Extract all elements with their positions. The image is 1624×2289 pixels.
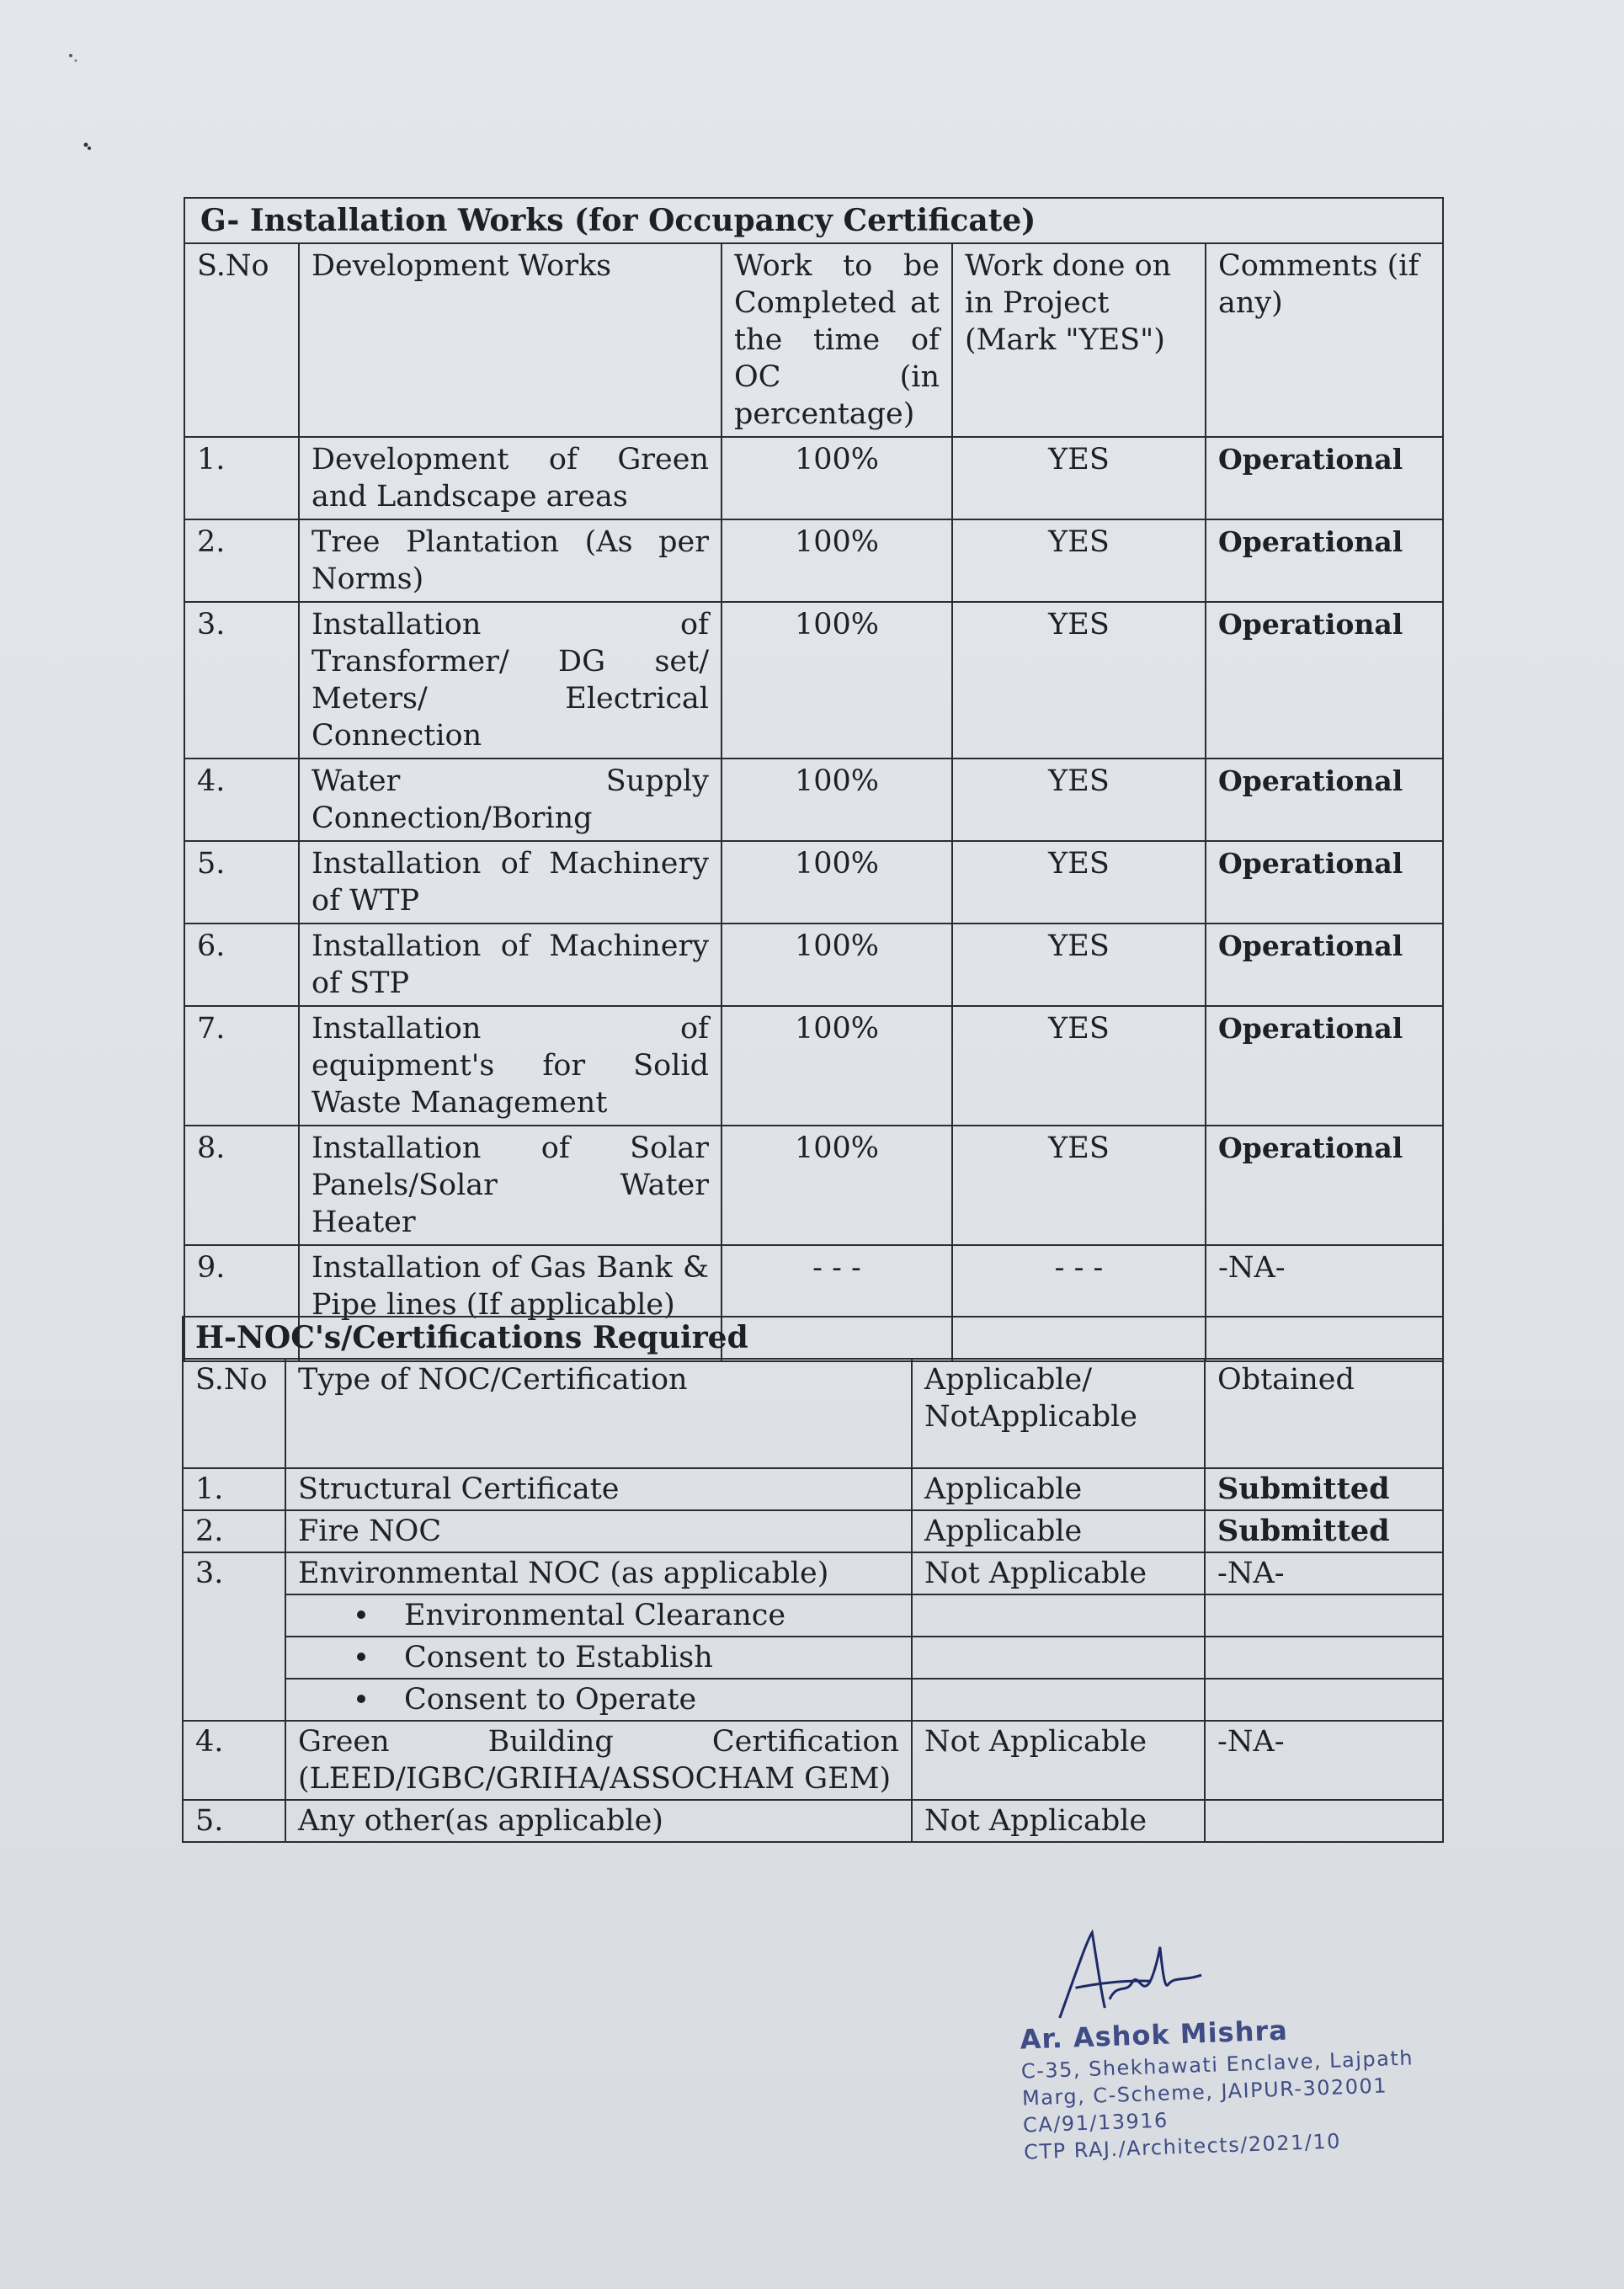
subitem-label: Consent to Operate xyxy=(404,1683,697,1717)
row-done: YES xyxy=(952,602,1206,759)
row-percentage: 100% xyxy=(721,759,952,841)
row-done: YES xyxy=(952,1126,1206,1245)
row-sno: 2. xyxy=(183,1510,285,1552)
row-applicable: Applicable xyxy=(912,1468,1205,1510)
row-sno: 5. xyxy=(184,841,299,924)
row-percentage: 100% xyxy=(721,437,952,519)
architect-stamp xyxy=(1006,1912,1452,2180)
table-row xyxy=(183,1510,1443,1552)
row-done: YES xyxy=(952,519,1206,602)
table-row xyxy=(184,759,1443,841)
empty-cell xyxy=(1205,1594,1443,1637)
row-percentage: 100% xyxy=(721,924,952,1006)
row-work: Development of Green and Landscape areas xyxy=(299,437,721,519)
row-comment: Operational xyxy=(1206,759,1443,841)
section-h-title: H-NOC's/Certifications Required xyxy=(183,1317,1443,1359)
row-comment: Operational xyxy=(1206,1006,1443,1126)
table-row xyxy=(184,602,1443,759)
row-percentage: 100% xyxy=(721,1006,952,1126)
empty-cell xyxy=(912,1594,1205,1637)
table-row xyxy=(183,1721,1443,1800)
row-work: Water Supply Connection/Boring xyxy=(299,759,721,841)
stamp-address-line-1: C-35, Shekhawati Enclave, Lajpath xyxy=(1020,2046,1414,2084)
header-applicable: Applicable/ NotApplicable xyxy=(912,1359,1205,1468)
row-sno: 8. xyxy=(184,1126,299,1245)
row-obtained: Submitted xyxy=(1205,1468,1443,1510)
row-comment: -NA- xyxy=(1206,1245,1443,1361)
subitem-label: Environmental Clearance xyxy=(404,1599,786,1632)
row-sno: 3. xyxy=(183,1552,285,1721)
row-done: YES xyxy=(952,841,1206,924)
row-work: Installation of Transformer/ DG set/ Meters/ Electrical Connection xyxy=(299,602,721,759)
row-applicable: Not Applicable xyxy=(912,1800,1205,1842)
row-sno: 3. xyxy=(184,602,299,759)
header-done: Work done on in Project (Mark "YES") xyxy=(952,243,1206,437)
header-sno: S.No xyxy=(183,1359,285,1468)
row-obtained: Submitted xyxy=(1205,1510,1443,1552)
row-sno: 6. xyxy=(184,924,299,1006)
header-obtained: Obtained xyxy=(1205,1359,1443,1468)
header-type: Type of NOC/Certification xyxy=(285,1359,912,1468)
installation-works-table xyxy=(184,197,1444,1362)
stamp-ca-number: CA/91/13916 xyxy=(1022,2108,1169,2137)
subitem-label: Consent to Establish xyxy=(404,1641,713,1674)
table-row xyxy=(183,1800,1443,1842)
dust-specks xyxy=(67,51,101,152)
bullet-icon xyxy=(357,1695,365,1703)
row-applicable: Not Applicable xyxy=(912,1552,1205,1594)
row-obtained: -NA- xyxy=(1205,1721,1443,1800)
row-type: Structural Certificate xyxy=(285,1468,912,1510)
table-row xyxy=(184,1006,1443,1126)
row-sno: 5. xyxy=(183,1800,285,1842)
row-applicable: Not Applicable xyxy=(912,1721,1205,1800)
empty-cell xyxy=(912,1679,1205,1721)
table-header-row xyxy=(183,1359,1443,1468)
subitem xyxy=(285,1637,912,1679)
row-comment: Operational xyxy=(1206,437,1443,519)
architect-name: Ar. Ashok Mishra xyxy=(1019,2014,1289,2056)
row-percentage: 100% xyxy=(721,519,952,602)
section-g-title: G- Installation Works (for Occupancy Certificate) xyxy=(184,198,1443,243)
table-row xyxy=(183,1552,1443,1594)
row-sno: 7. xyxy=(184,1006,299,1126)
row-sno: 9. xyxy=(184,1245,299,1361)
table-header-row xyxy=(184,243,1443,437)
row-work: Installation of Solar Panels/Solar Water Heater xyxy=(299,1126,721,1245)
row-percentage: 100% xyxy=(721,841,952,924)
row-percentage: 100% xyxy=(721,1126,952,1245)
empty-cell xyxy=(1205,1637,1443,1679)
row-sno: 4. xyxy=(183,1721,285,1800)
row-done: YES xyxy=(952,759,1206,841)
bullet-icon xyxy=(357,1610,365,1619)
table-subrow xyxy=(183,1594,1443,1637)
row-obtained xyxy=(1205,1800,1443,1842)
row-done: YES xyxy=(952,1006,1206,1126)
row-sno: 2. xyxy=(184,519,299,602)
header-sno: S.No xyxy=(184,243,299,437)
table-subrow xyxy=(183,1637,1443,1679)
bullet-icon xyxy=(357,1653,365,1661)
table-subrow xyxy=(183,1679,1443,1721)
row-work: Installation of Gas Bank & Pipe lines (If applicable) xyxy=(299,1245,721,1361)
row-done: YES xyxy=(952,437,1206,519)
subitem xyxy=(285,1594,912,1637)
signature xyxy=(1040,1920,1211,2027)
row-comment: Operational xyxy=(1206,602,1443,759)
row-applicable: Applicable xyxy=(912,1510,1205,1552)
row-work: Installation of Machinery of WTP xyxy=(299,841,721,924)
table-row xyxy=(184,519,1443,602)
row-comment: Operational xyxy=(1206,1126,1443,1245)
header-comments: Comments (if any) xyxy=(1206,243,1443,437)
row-comment: Operational xyxy=(1206,841,1443,924)
row-type: Green Building Certification (LEED/IGBC/GRIHA/ASSOCHAM GEM) xyxy=(285,1721,912,1800)
table-row xyxy=(184,924,1443,1006)
subitem xyxy=(285,1679,912,1721)
row-sno: 1. xyxy=(184,437,299,519)
header-completed: Work to be Completed at the time of OC (in percentage) xyxy=(721,243,952,437)
row-percentage: 100% xyxy=(721,602,952,759)
table-row xyxy=(183,1468,1443,1510)
empty-cell xyxy=(1205,1679,1443,1721)
noc-certifications-table xyxy=(182,1316,1444,1843)
row-sno: 1. xyxy=(183,1468,285,1510)
row-type: Fire NOC xyxy=(285,1510,912,1552)
row-percentage: - - - xyxy=(721,1245,952,1361)
table-row xyxy=(184,1126,1443,1245)
empty-cell xyxy=(912,1637,1205,1679)
row-sno: 4. xyxy=(184,759,299,841)
stamp-ctp-number: CTP RAJ./Architects/2021/10 xyxy=(1023,2129,1342,2164)
row-type: Environmental NOC (as applicable) xyxy=(285,1552,912,1594)
table-row xyxy=(184,437,1443,519)
row-work: Tree Plantation (As per Norms) xyxy=(299,519,721,602)
header-development-works: Development Works xyxy=(299,243,721,437)
row-obtained: -NA- xyxy=(1205,1552,1443,1594)
row-work: Installation of equipment's for Solid Waste Management xyxy=(299,1006,721,1126)
row-type: Any other(as applicable) xyxy=(285,1800,912,1842)
row-work: Installation of Machinery of STP xyxy=(299,924,721,1006)
row-comment: Operational xyxy=(1206,924,1443,1006)
table-row xyxy=(184,841,1443,924)
row-comment: Operational xyxy=(1206,519,1443,602)
row-done: YES xyxy=(952,924,1206,1006)
stamp-address-line-2: Marg, C-Scheme, JAIPUR-302001 xyxy=(1021,2073,1388,2111)
row-done: - - - xyxy=(952,1245,1206,1361)
